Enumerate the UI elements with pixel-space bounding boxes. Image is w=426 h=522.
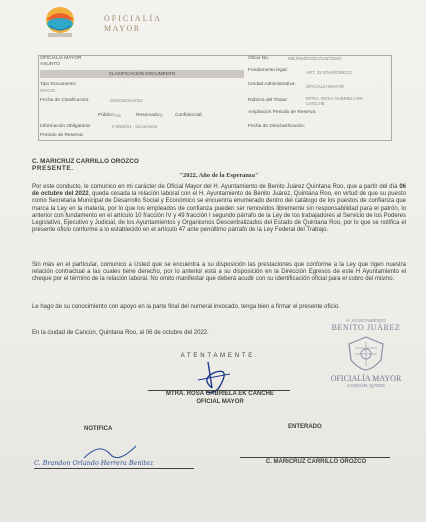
desclasif-label: Fecha de Desclasificación: <box>248 124 306 129</box>
rubrica-value: MTRA. ROSA GABRIELA EK CANCHE <box>306 96 364 106</box>
org-line-2: MAYOR <box>104 24 141 33</box>
seal-top-name: BENITO JUÁREZ <box>331 323 401 332</box>
office-label: OFICIALIA MAYOR <box>40 56 82 61</box>
paragraph-2: Sin más en el particular, comunico a Usted que se encuentra a su disposición las prestaciones que conforme a la Ley que rigen nuestra relación contractual a las cuales tiene derecho, por lo anterior está a su disposición en la Dirección Egresos de este H Ayuntamiento el cheque por el término de la relación laboral. No omito manifestar que deberá acudir con su identificación oficial para el cobro del mismo. <box>32 262 406 283</box>
p1-date: 06 de octubre del 2022 <box>32 184 406 198</box>
publico-value: Sin <box>115 113 122 118</box>
oficio-no-label: Oficio No. <box>248 56 270 61</box>
tipo-label: Tipo Documento: <box>40 82 77 87</box>
seal-bottom-2: CANCÚN, Q.ROO <box>347 383 385 388</box>
presente: PRESENTE. <box>32 165 74 172</box>
signature-line-notifier <box>34 468 194 469</box>
fundamento-label: Fundamento legal: <box>248 68 288 73</box>
year-motto: "2022, Año de la Esperanza" <box>179 172 259 179</box>
unidad-value: OFICIALÍA MAYOR <box>306 84 344 89</box>
info-value: # 0004/01 - documento <box>112 124 158 129</box>
municipal-logo-icon <box>38 4 82 40</box>
reservado-value: 0 <box>160 113 163 118</box>
coat-of-arms-icon <box>343 334 389 372</box>
periodo-label: Periodo de Reserva: <box>40 133 84 138</box>
ampliacion-label: Ampliación Periodo de Reserva: <box>248 110 317 115</box>
signer-title: OFICIAL MAYOR <box>196 399 244 405</box>
paragraph-1 <box>32 184 406 234</box>
recipient-name: C. MARICRUZ CARRILLO OROZCO <box>32 158 139 165</box>
fundamento-value: ART. 33 STAR/DIRECC <box>306 70 353 75</box>
notifier-name: C. Brandon Orlando Herrera Benitez <box>34 459 154 467</box>
recipient-sign-name: C. MARICRUZ CARRILLO OROZCO <box>265 459 367 465</box>
p1-text-b: , queda cesada la relación laboral con el H. Ayuntamiento de Benito Juárez, Quintana Roo, en virtud de que su puesto como Secretaria Municipal de Desarrollo Social y Económico se encuentra enumerado dentro del catálogo de los puestos de confianza que marca la Ley en la materia, por lo que los empleados de confianza pueden ser removidos libremente sin responsabilidad para el patrón, lo anterior con fundamento en el artículo 10 fracción IV y 49 fracción I segundo párrafo de la Ley de los trabajadores al Servicio de los Poderes Legislativo, Ejecutivo y Judicial, de los Ayuntamientos y Organismos Descentralizados del Estado de Quintana Roo, por lo que se notifica el presente oficio conforme a lo establecido en el artículo 47 ante penúltimo párrafo de la Ley Federal del Trabajo. <box>32 191 406 234</box>
oficio-no-value: MBJ/OM/DG/DJ/1367/2022 <box>288 56 342 61</box>
org-line-1: OFICIALÍA <box>104 14 162 23</box>
fecha-value: 06/Octubre/2022 <box>110 98 143 103</box>
official-seal <box>326 318 406 388</box>
signature-line-recipient <box>240 457 390 458</box>
subject-label: ASUNTO <box>40 62 60 67</box>
atentamente: A T E N T A M E N T E . <box>180 353 258 359</box>
confidencial-label: Confidencial: <box>175 113 203 118</box>
notifica-label: NOTIFICA <box>84 426 113 432</box>
paragraph-3: Le hago de su conocimiento con apoyo en la parte final del numeral invocado, tenga bien a firmar el presente oficio. <box>32 304 340 310</box>
p1-text-a: Por este conducto, le comunico en mi carácter de Oficial Mayor del H. Ayuntamiento de Benito Juárez Quintana Roo, que a partir del día <box>32 184 400 190</box>
place-date: En la ciudad de Cancún, Quintana Roo, al 06 de octubre del 2022. <box>32 330 209 336</box>
enterado-label: ENTERADO <box>288 424 322 430</box>
info-label: Información Obligatoria: <box>40 124 91 129</box>
publico-label: Público: <box>98 113 116 118</box>
org-title <box>104 14 162 33</box>
reservado-label: Reservado: <box>136 113 161 118</box>
tipo-value: OFICIO <box>40 88 56 93</box>
section-title: CLASIFICACIÓN DOCUMENTO <box>40 70 244 78</box>
seal-top-text: H. AYUNTAMIENTO <box>346 318 386 323</box>
seal-bottom-1: OFICIALÍA MAYOR <box>330 374 402 383</box>
fecha-label: Fecha de Clasificación: <box>40 98 90 103</box>
rubrica-label: Rúbrica del Titular: <box>248 98 288 103</box>
signer-name: MTRA. ROSA GABRIELA EK CANCHE <box>166 391 274 397</box>
unidad-label: Unidad Administrativa: <box>248 82 296 87</box>
